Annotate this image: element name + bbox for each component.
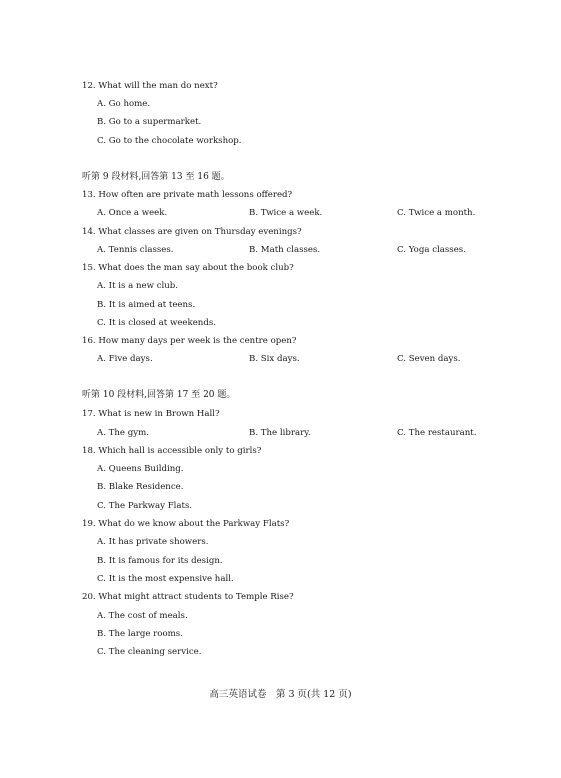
question-17-option-c: C. The restaurant.	[397, 428, 477, 438]
question-18-stem: 18. Which hall is accessible only to girls?	[82, 446, 262, 456]
question-17-option-a: A. The gym.	[97, 428, 149, 438]
question-16-option-a: A. Five days.	[97, 354, 153, 364]
question-19-stem: 19. What do we know about the Parkway Flats?	[82, 519, 290, 529]
question-14-option-c: C. Yoga classes.	[397, 245, 466, 255]
question-20-option-b: B. The large rooms.	[97, 629, 183, 639]
question-20-option-a: A. The cost of meals.	[97, 611, 188, 621]
question-12-option-c: C. Go to the chocolate workshop.	[97, 136, 242, 146]
question-18-option-a: A. Queens Building.	[97, 464, 184, 474]
question-15-option-a: A. It is a new club.	[97, 281, 179, 291]
question-12-option-b: B. Go to a supermarket.	[97, 117, 202, 127]
question-17-option-b: B. The library.	[249, 428, 311, 438]
question-12-option-a: A. Go home.	[97, 99, 151, 109]
section-9-instruction: 听第 9 段材料,回答第 13 至 16 题。	[82, 172, 230, 182]
question-14-option-a: A. Tennis classes.	[97, 245, 174, 255]
question-13-option-a: A. Once a week.	[97, 208, 168, 218]
question-13-stem: 13. How often are private math lessons offered?	[82, 190, 293, 200]
page-footer: 高三英语试卷 第 3 页(共 12 页)	[209, 689, 352, 700]
question-19-option-b: B. It is famous for its design.	[97, 556, 223, 566]
question-17-stem: 17. What is new in Brown Hall?	[82, 409, 220, 419]
question-14-option-b: B. Math classes.	[249, 245, 321, 255]
question-20-stem: 20. What might attract students to Temple Rise?	[82, 592, 294, 602]
question-18-option-b: B. Blake Residence.	[97, 482, 184, 492]
section-10-instruction: 听第 10 段材料,回答第 17 至 20 题。	[82, 390, 236, 400]
question-16-option-c: C. Seven days.	[397, 354, 461, 364]
question-16-option-b: B. Six days.	[249, 354, 300, 364]
question-18-option-c: C. The Parkway Flats.	[97, 501, 193, 511]
question-13-option-c: C. Twice a month.	[397, 208, 476, 218]
question-15-stem: 15. What does the man say about the book club?	[82, 263, 294, 273]
question-12-stem: 12. What will the man do next?	[82, 81, 218, 91]
question-19-option-a: A. It has private showers.	[97, 537, 209, 547]
question-16-stem: 16. How many days per week is the centre open?	[82, 336, 297, 346]
question-15-option-b: B. It is aimed at teens.	[97, 300, 196, 310]
question-20-option-c: C. The cleaning service.	[97, 647, 202, 657]
question-19-option-c: C. It is the most expensive hall.	[97, 574, 234, 584]
question-13-option-b: B. Twice a week.	[249, 208, 323, 218]
question-15-option-c: C. It is closed at weekends.	[97, 318, 216, 328]
question-14-stem: 14. What classes are given on Thursday evenings?	[82, 227, 302, 237]
